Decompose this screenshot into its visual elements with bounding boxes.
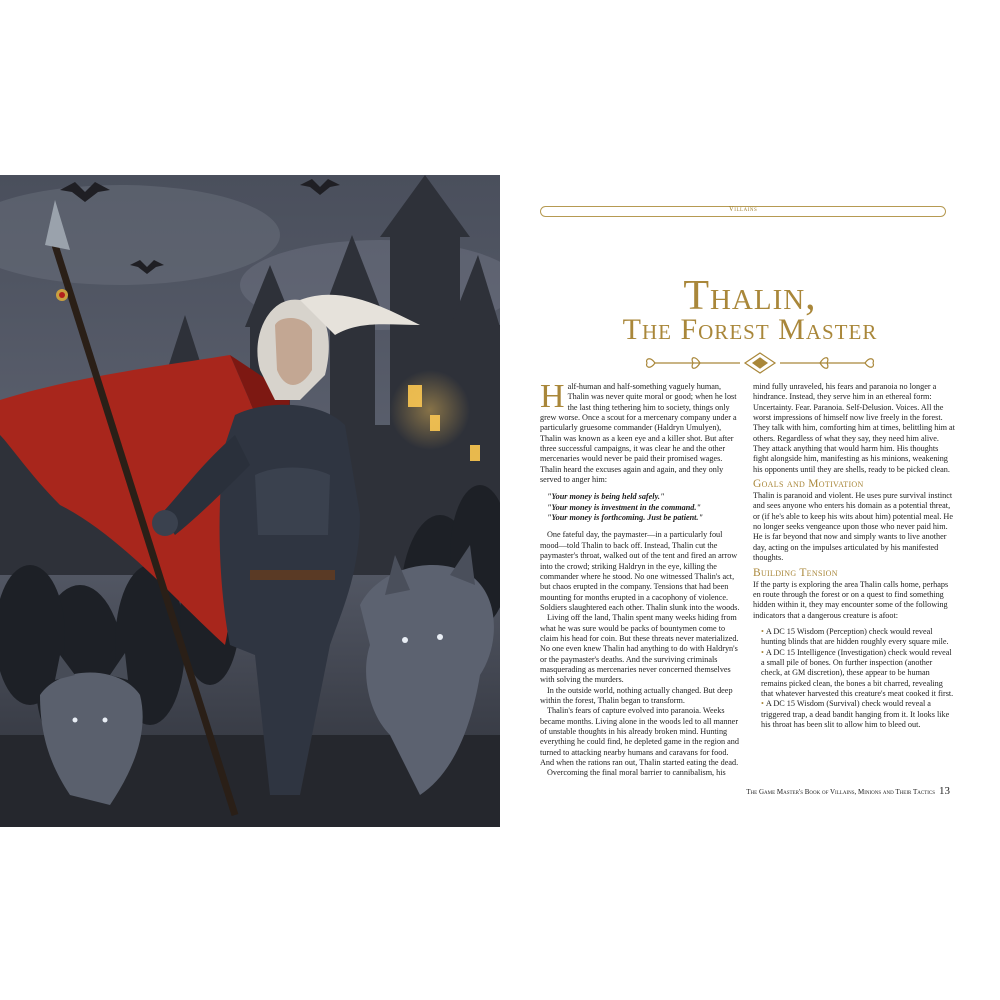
bullet-text: A DC 15 Wisdom (Perception) check would reveal hunting blinds that are hidden roughly every square mile. bbox=[761, 626, 949, 647]
text-page bbox=[500, 175, 1000, 827]
paragraph-left-4: In the outside world, nothing actually changed. But deep within the forest, Thalin began to transform. bbox=[540, 685, 733, 705]
list-item bbox=[761, 627, 955, 648]
paragraph-left-5: Thalin's fears of capture evolved into paranoia. Weeks became months. Living alone in the woods led to all manner of unstable thoughts in his already broken mind. Hunting everything he could find, he depleted game in the region and turned to attacking nearby humans and caravans for food. And when the rations ran out, Thalin started eating the dead. bbox=[540, 706, 739, 768]
text-column-right bbox=[753, 382, 955, 730]
drop-cap: H bbox=[540, 378, 565, 415]
thalin-illustration bbox=[0, 175, 500, 827]
paragraph-right-2: Thalin is paranoid and violent. He uses pure survival instinct and sees anyone who enters his domain as a potential threat, or (if he's able to keep his wits about him) potential meal. He no longer seeks vengeance upon those who never paid him. He is far beyond that now and simply wants to live another day, acting on the impulses articulated by his manifested thoughts. bbox=[753, 491, 953, 563]
quote-line-3: "Your money is forthcoming. Just be patient." bbox=[547, 513, 704, 523]
chapter-title-line2: The Forest Master bbox=[622, 313, 878, 346]
bullet-mark: • bbox=[761, 626, 764, 636]
quote-block bbox=[547, 492, 742, 523]
paragraph-left-2: One fateful day, the paymaster—in a particularly foul mood—told Thalin to back off. Instead, Thalin cut the paymaster's throat, walked out of the tent and fired an arrow into the crowd; striking Haldryn in the eye, killing the commander where he stood. No one witnessed Thalin's act, but chaos erupted in the company. Tensions that had been mounting for months erupted in a cacophony of violence. Soldiers slaughtered each other. Thalin slunk into the woods. bbox=[540, 530, 740, 612]
section-label: Villains bbox=[728, 205, 758, 213]
paragraph-left-3: Living off the land, Thalin spent many weeks hiding from what he was sure would be packs of bountymen come to claim his head for coin. But these threats never materialized. No one even knew Thalin had anything to do with Haldryn's or the paymaster's deaths. And the surviving criminals masquerading as mercenaries never concerned themselves with solving the murders. bbox=[540, 613, 739, 685]
bullet-list bbox=[761, 627, 955, 730]
heading-building-tension: Building Tension bbox=[753, 566, 838, 579]
bullet-mark: • bbox=[761, 647, 764, 657]
paragraph-intro-text: alf-human and half-something vaguely human, Thalin was never quite moral or good; when he lost the last thing tethering him to society, things only grew worse. Once a scout for a mercenary company under a particularly gruesome commander (Haldryn Umulyen), Thalin was known as a keen eye and a killer shot. But after three successful campaigns, it was clear he and the other mercenaries would never be paid their promised wages. Thalin heard the excuses again and again, and they only served to anger him: bbox=[540, 382, 737, 485]
illustration-panel bbox=[0, 175, 500, 827]
text-column-left bbox=[540, 378, 742, 779]
section-header-bar bbox=[540, 206, 946, 217]
heading-goals-motivation: Goals and Motivation bbox=[753, 478, 864, 491]
book-spread bbox=[0, 175, 1000, 827]
bullet-text: A DC 15 Intelligence (Investigation) check would reveal a small pile of bones. On further inspection (another check, at GM discretion), these appear to be human remains picked clean, the bones a bit charred, revealing that whatever harvested this creature's meat cooked it first. bbox=[761, 647, 954, 698]
bullet-mark: • bbox=[761, 699, 764, 709]
paragraph-left-6: Overcoming the final moral barrier to cannibalism, his bbox=[547, 768, 726, 778]
page-number: 13 bbox=[939, 785, 950, 797]
quote-line-2: "Your money is investment in the command." bbox=[547, 502, 701, 512]
list-item bbox=[761, 699, 955, 730]
paragraph-right-3: If the party is exploring the area Thalin calls home, perhaps en route through the forest or on a quest to find something hidden within it, they may encounter some of the following indicators that a dangerous creature is afoot: bbox=[753, 579, 949, 620]
bullet-text: A DC 15 Wisdom (Survival) check would reveal a triggered trap, a dead bandit hanging from it. It looks like his throat has been slit to allow him to bleed out. bbox=[761, 699, 950, 729]
paragraph-intro bbox=[540, 378, 742, 485]
list-item bbox=[761, 648, 955, 700]
paragraph-right-1: mind fully unraveled, his fears and paranoia no longer a hindrance. Instead, they serve him in an ethereal form: Uncertainty. Fear. Paranoia. Self-Delusion. Voices. All the worst impressions of himself now live freely in the forest. They talk with him, comforting him at times, belittling him at others. Regardless of what they say, they need him alive. They attack anything that would harm him. His thoughts fight alongside him, manifesting as his minions, weakening his opponents until they are shells, ready to be picked clean. bbox=[753, 382, 955, 474]
chapter-title-line1: Thalin, bbox=[683, 273, 817, 319]
page-footer bbox=[746, 785, 950, 797]
title-ornament-divider bbox=[645, 351, 875, 375]
quote-line-1: "Your money is being held safely." bbox=[547, 492, 665, 502]
footer-book-title: The Game Master's Book of Villains, Minions and Their Tactics bbox=[746, 788, 935, 796]
